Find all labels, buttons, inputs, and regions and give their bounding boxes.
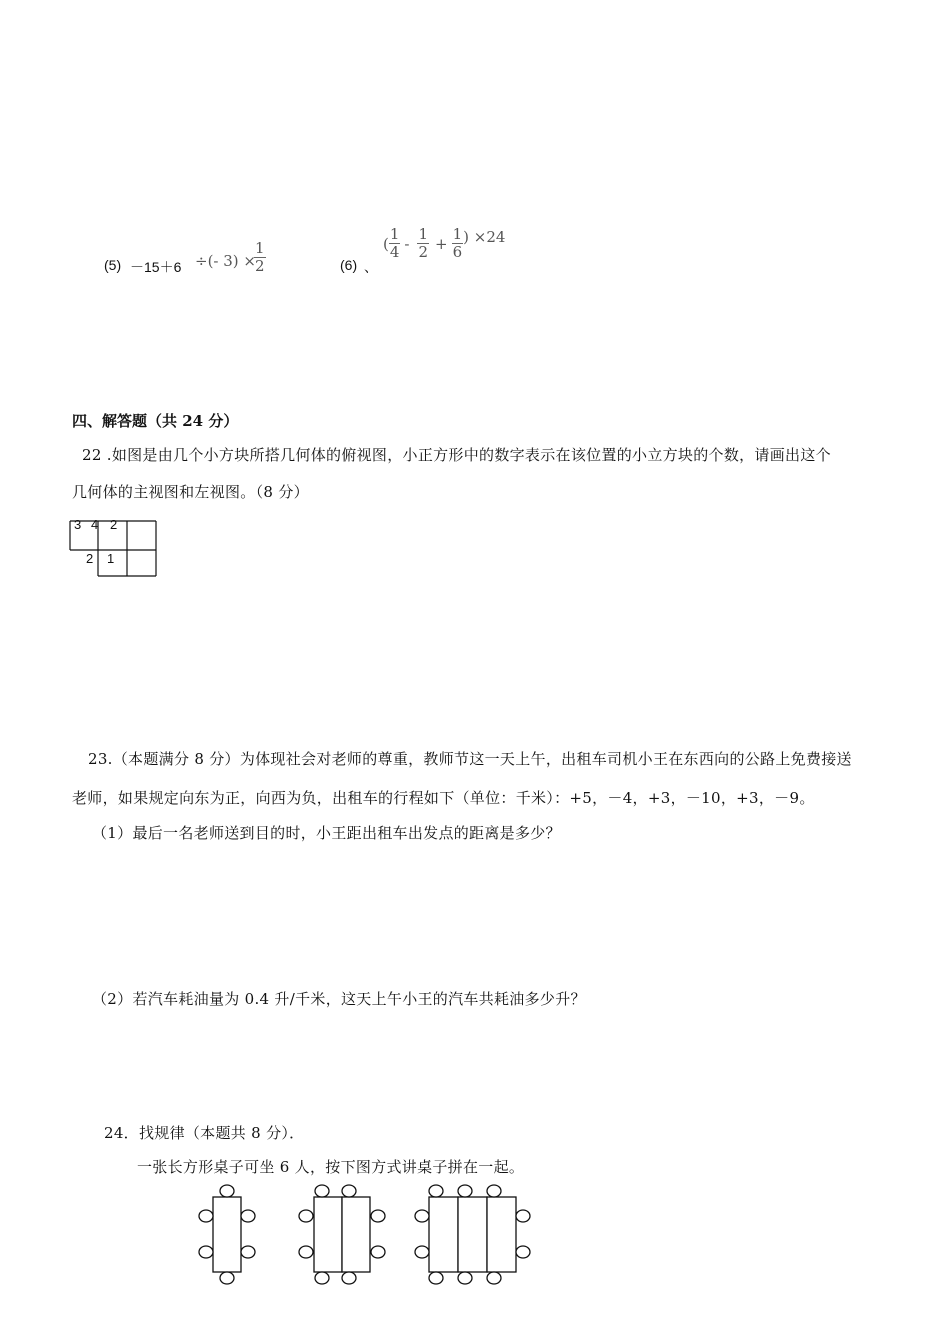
expr6-op1: -	[404, 234, 410, 253]
q23-line1: 23.（本题满分 8 分）为体现社会对老师的尊重，教师节这一天上午，出租车司机小王在东西向的公路上免费接送	[88, 750, 852, 768]
q24-desc: 一张长方形桌子可坐 6 人，按下图方式讲桌子拼在一起。	[137, 1158, 525, 1176]
expr5-frac-den: 2	[255, 257, 265, 275]
grid-cell-r2c3: 1	[107, 551, 115, 566]
top-view-grid	[66, 514, 166, 582]
figure-three-tables	[415, 1185, 530, 1284]
q23-line2: 老师，如果规定向东为正，向西为负，出租车的行程如下（单位：千米）：+5，－4，+3，－10，+3，－9。	[72, 789, 815, 807]
section-heading: 四、解答题（共 24 分）	[72, 412, 239, 430]
q22-line2: 几何体的主视图和左视图。（8 分）	[72, 483, 309, 501]
expr5-text: －15＋6	[130, 259, 182, 275]
grid-cell-r2c2: 2	[86, 551, 94, 566]
expr5-divide: ÷(- 3) ×	[195, 252, 256, 270]
expr6-f2-num: 1	[418, 225, 429, 243]
grid-cell-r1c2: 4	[91, 517, 99, 532]
expr6-f1-num: 1	[389, 225, 400, 243]
expr5-label: (5)	[104, 257, 122, 273]
grid-cell-r1c1: 3	[74, 517, 82, 532]
grid-cell-r1c3: 2	[110, 517, 118, 532]
expr6-f3-num: 1	[452, 225, 463, 243]
expr6-expression	[383, 226, 505, 261]
q23-sub2: （2）若汽车耗油量为 0.4 升/千米，这天上午小王的汽车共耗油多少升？	[92, 990, 586, 1008]
expr6-sep: 、	[364, 259, 378, 275]
q22-line1: 22 .如图是由几个小方块所搭几何体的俯视图，小正方形中的数字表示在该位置的小立方块的个数，请画出这个	[82, 446, 831, 464]
expr6-f1-den: 4	[389, 243, 400, 261]
expr6-op2: +	[435, 234, 448, 253]
expr6-f3-den: 6	[452, 243, 463, 261]
expr5-fraction	[254, 240, 266, 275]
figure-one-table	[199, 1185, 255, 1284]
q23-sub1: （1）最后一名老师送到目的时，小王距出租车出发点的距离是多少？	[92, 824, 561, 842]
table-arrangement-figures	[195, 1183, 540, 1288]
q24-title: 24．找规律（本题共 8 分）．	[104, 1124, 305, 1142]
expr6-close: ) ×24	[463, 227, 506, 246]
expr6-open: (	[383, 234, 389, 253]
expr6-label: (6)	[340, 257, 358, 273]
expr6-f2-den: 2	[418, 243, 429, 261]
expr5-frac-num: 1	[255, 239, 265, 257]
figure-two-tables	[299, 1185, 385, 1284]
